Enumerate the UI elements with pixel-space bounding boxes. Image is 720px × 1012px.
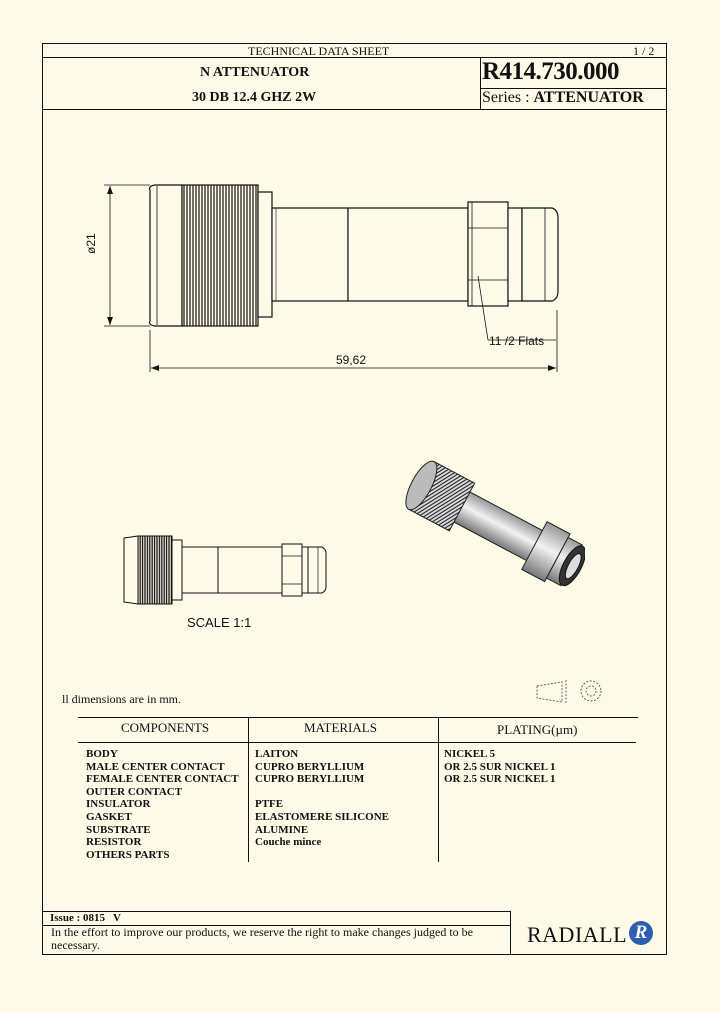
scale-label: SCALE 1:1 (187, 615, 252, 630)
list-item: SUBSTRATE (86, 823, 151, 836)
disclaimer-line-1: In the effort to improve our products, we reserve the right to make changes judged to be (51, 925, 473, 939)
materials-list (255, 748, 389, 849)
series-value: ATTENUATOR (533, 89, 644, 106)
list-item: MALE CENTER CONTACT (86, 760, 225, 773)
product-name: N ATTENUATOR (200, 65, 310, 80)
components-list (86, 748, 239, 861)
brand-mark-icon: R (629, 921, 653, 945)
isometric-view (385, 455, 585, 595)
list-item: Couche mince (255, 836, 322, 849)
table-vline-2 (438, 717, 439, 862)
part-number: R414.730.000 (482, 58, 620, 85)
list-item: BODY (86, 748, 118, 760)
list-item: GASKET (86, 810, 132, 823)
list-item: RESISTOR (86, 836, 142, 849)
list-item: CUPRO BERYLLIUM (255, 760, 365, 773)
list-item: OR 2.5 SUR NICKEL 1 (444, 760, 556, 773)
header-plating: PLATING(µm) (497, 722, 578, 737)
table-vline-1 (248, 717, 249, 862)
disclaimer (51, 926, 473, 952)
projection-symbol-icon (534, 678, 604, 706)
list-item: CUPRO BERYLLIUM (255, 773, 365, 786)
technical-drawing (90, 170, 570, 380)
length-dimension: 59,62 (336, 353, 367, 367)
disclaimer-line-2: necessary. (51, 938, 100, 952)
list-item: ALUMINE (255, 823, 309, 836)
product-spec: 30 DB 12.4 GHZ 2W (192, 90, 317, 105)
page-number: 1 / 2 (633, 44, 655, 58)
header-vdivider (480, 57, 481, 109)
issue-label: Issue : 0815 V (50, 912, 122, 924)
sheet-type: TECHNICAL DATA SHEET (248, 44, 390, 58)
flats-callout: 11 /2 Flats (489, 334, 545, 348)
list-item (255, 786, 389, 799)
series-line (482, 89, 644, 107)
list-item: OTHERS PARTS (86, 848, 170, 861)
plating-list (444, 748, 556, 786)
list-item: OUTER CONTACT (86, 785, 183, 798)
table-header-line (78, 742, 636, 743)
footer-vline (510, 911, 511, 955)
header-materials: MATERIALS (304, 720, 377, 735)
table-top-line (78, 717, 638, 718)
list-item: PTFE (255, 798, 284, 811)
header-bottom-line (42, 109, 667, 110)
dimensions-note: ll dimensions are in mm. (62, 692, 181, 706)
list-item: OR 2.5 SUR NICKEL 1 (444, 773, 556, 786)
list-item: NICKEL 5 (444, 748, 496, 760)
header-components: COMPONENTS (121, 720, 210, 735)
diameter-dimension: ø21 (84, 233, 98, 254)
list-item: FEMALE CENTER CONTACT (86, 773, 239, 786)
list-item: LAITON (255, 748, 299, 760)
series-label: Series : (482, 89, 534, 106)
brand-logo: RADIALL (527, 922, 628, 947)
list-item: INSULATOR (86, 798, 151, 811)
scale-drawing (120, 530, 340, 610)
list-item: ELASTOMERE SILICONE (255, 810, 389, 823)
